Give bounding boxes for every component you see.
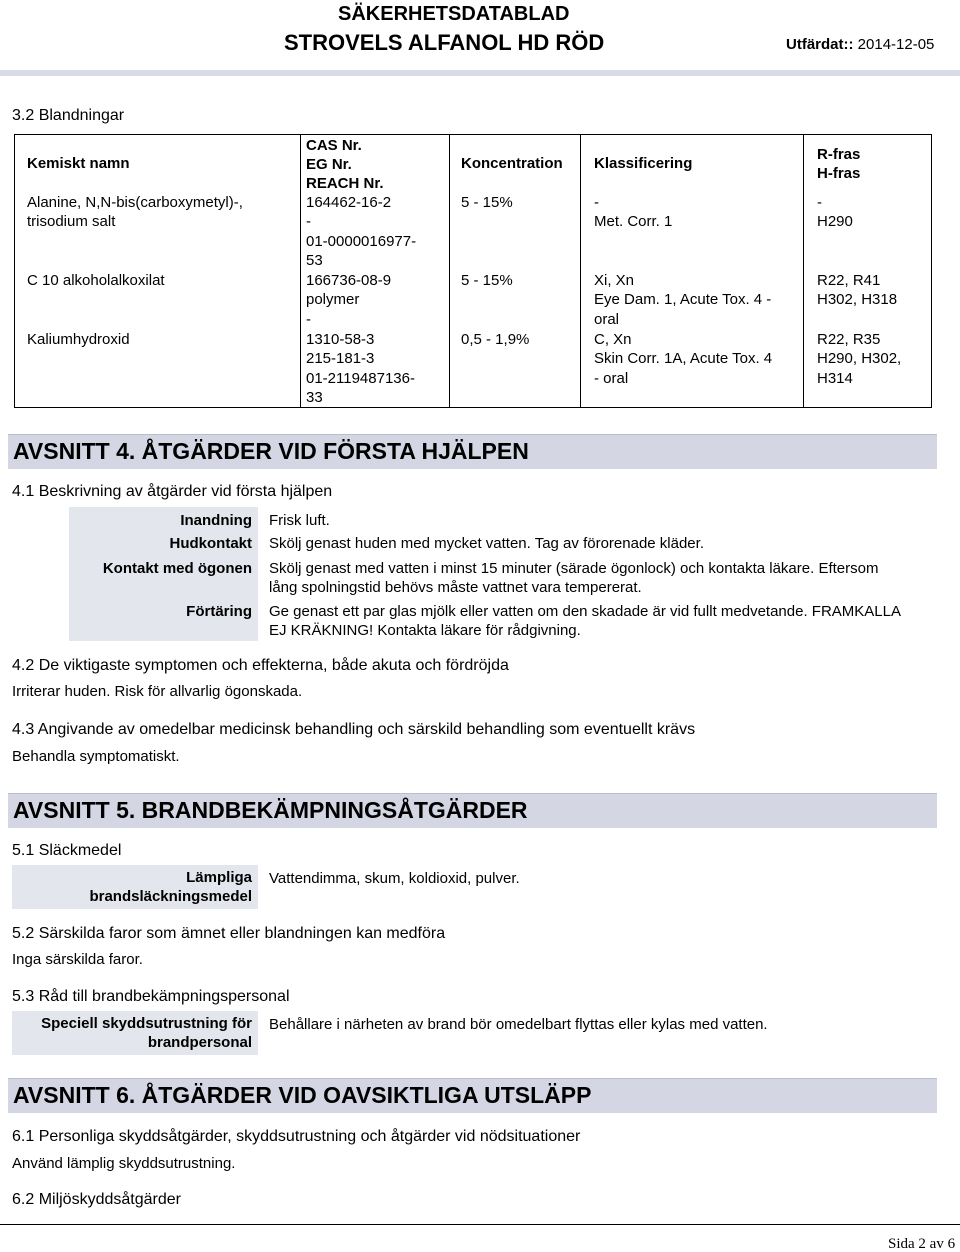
subsection-5-1-title: 5.1 Släckmedel bbox=[12, 842, 122, 859]
label-skin-contact: Hudkontakt bbox=[169, 535, 252, 552]
cell-line: Met. Corr. 1 bbox=[594, 213, 673, 231]
column-header-phrases bbox=[817, 145, 860, 183]
table-cell-phrases bbox=[817, 271, 897, 310]
text-line: lång spolningstid behövs måste vattnet vara tempererat. bbox=[269, 579, 642, 596]
table-cell-classification bbox=[594, 330, 772, 388]
composition-table bbox=[14, 134, 932, 408]
table-divider bbox=[449, 135, 450, 407]
label-eye-contact: Kontakt med ögonen bbox=[102, 560, 252, 577]
cell-line: 1310-58-3 bbox=[306, 331, 375, 348]
cell-line: H290 bbox=[817, 213, 853, 231]
table-cell-concentration: 5 - 15% bbox=[461, 272, 513, 289]
cell-line: Xi, Xn bbox=[594, 272, 635, 289]
label-line: brandpersonal bbox=[147, 1034, 252, 1051]
header-line: H-fras bbox=[817, 165, 861, 182]
cell-line: - bbox=[594, 194, 599, 211]
table-cell-concentration: 0,5 - 1,9% bbox=[461, 331, 530, 348]
subsection-3-2-title: 3.2 Blandningar bbox=[12, 107, 125, 124]
cell-line: oral bbox=[594, 310, 620, 328]
table-cell-classification bbox=[594, 193, 672, 232]
subsection-4-1-title: 4.1 Beskrivning av åtgärder vid första hjälpen bbox=[12, 483, 333, 500]
section-6-heading: AVSNITT 6. ÅTGÄRDER VID OAVSIKTLIGA UTSLÄPP bbox=[13, 1082, 592, 1108]
cell-line: - bbox=[306, 213, 311, 231]
cell-line: - bbox=[306, 310, 311, 328]
cell-line: 01-2119487136- bbox=[306, 369, 415, 387]
table-cell-phrases bbox=[817, 330, 901, 388]
section-5-heading-bar bbox=[8, 793, 937, 828]
text-line: Ge genast ett par glas mjölk eller vatten om den skadade är vid fullt medvetande. FRAMKALLA bbox=[269, 603, 901, 620]
cell-line: R22, R35 bbox=[817, 331, 881, 348]
footer-divider bbox=[0, 1224, 960, 1225]
text-inhalation: Frisk luft. bbox=[269, 512, 330, 529]
table-cell-phrases bbox=[817, 193, 853, 232]
section-5-heading: AVSNITT 5. BRANDBEKÄMPNINGSÅTGÄRDER bbox=[13, 797, 528, 823]
cell-line: 215-181-3 bbox=[306, 350, 375, 368]
label-extinguishing-media bbox=[12, 868, 252, 906]
cell-line: 33 bbox=[306, 389, 323, 407]
header-line: EG Nr. bbox=[306, 156, 352, 173]
document-type: SÄKERHETSDATABLAD bbox=[338, 3, 570, 25]
cell-line: 164462-16-2 bbox=[306, 194, 392, 211]
label-inhalation: Inandning bbox=[180, 512, 252, 529]
table-cell-name bbox=[27, 193, 243, 232]
cell-line: H290, H302, bbox=[817, 350, 902, 368]
table-divider bbox=[300, 135, 301, 407]
text-line: EJ KRÄKNING! Kontakta läkare för rådgivning. bbox=[269, 622, 581, 639]
header-line: REACH Nr. bbox=[306, 175, 384, 192]
label-line: Speciell skyddsutrustning för bbox=[41, 1015, 252, 1032]
header-line: R-fras bbox=[817, 146, 861, 163]
subsection-5-2-title: 5.2 Särskilda faror som ämnet eller blandningen kan medföra bbox=[12, 925, 446, 942]
subsection-4-2-text: Irriterar huden. Risk för allvarlig ögonskada. bbox=[12, 683, 303, 700]
cell-line: polymer bbox=[306, 291, 360, 309]
cell-line: 01-0000016977- bbox=[306, 232, 417, 250]
subsection-4-2-title: 4.2 De viktigaste symptomen och effekterna, både akuta och fördröjda bbox=[12, 657, 509, 674]
subsection-4-3-text: Behandla symptomatiskt. bbox=[12, 748, 180, 765]
subsection-6-1-title: 6.1 Personliga skyddsåtgärder, skyddsutrustning och åtgärder vid nödsituationer bbox=[12, 1128, 581, 1145]
product-name: STROVELS ALFANOL HD RÖD bbox=[284, 30, 605, 55]
issued-info bbox=[786, 36, 934, 53]
column-header-concentration: Koncentration bbox=[461, 155, 563, 172]
subsection-5-2-text: Inga särskilda faror. bbox=[12, 951, 143, 968]
table-cell-ids bbox=[306, 193, 416, 271]
cell-line: Alanine, N,N-bis(carboxymetyl)-, bbox=[27, 194, 243, 211]
column-header-name: Kemiskt namn bbox=[27, 155, 130, 172]
cell-line: H302, H318 bbox=[817, 291, 898, 309]
subsection-5-3-title: 5.3 Råd till brandbekämpningspersonal bbox=[12, 988, 290, 1005]
table-cell-ids bbox=[306, 330, 415, 408]
subsection-6-2-title: 6.2 Miljöskyddsåtgärder bbox=[12, 1191, 181, 1208]
cell-line: 53 bbox=[306, 252, 323, 270]
table-cell-classification bbox=[594, 271, 771, 329]
table-cell-ids bbox=[306, 271, 391, 329]
table-cell-concentration: 5 - 15% bbox=[461, 194, 513, 211]
text-ingestion bbox=[269, 602, 901, 640]
header-line: CAS Nr. bbox=[306, 137, 362, 154]
document-header bbox=[0, 0, 960, 76]
cell-line: - bbox=[817, 194, 822, 211]
section-4-heading: AVSNITT 4. ÅTGÄRDER VID FÖRSTA HJÄLPEN bbox=[13, 438, 529, 464]
cell-line: Skin Corr. 1A, Acute Tox. 4 bbox=[594, 350, 773, 368]
text-line: Skölj genast med vatten i minst 15 minuter (särade ögonlock) och kontakta läkare. Eftersom bbox=[269, 560, 879, 577]
text-protective-equipment: Behållare i närheten av brand bör omedelbart flyttas eller kylas med vatten. bbox=[269, 1016, 768, 1033]
cell-line: trisodium salt bbox=[27, 213, 116, 231]
column-header-ids bbox=[306, 136, 384, 193]
label-protective-equipment bbox=[12, 1014, 252, 1052]
cell-line: R22, R41 bbox=[817, 272, 881, 289]
cell-line: C, Xn bbox=[594, 331, 632, 348]
text-eye-contact bbox=[269, 559, 878, 597]
text-skin-contact: Skölj genast huden med mycket vatten. Tag av förorenade kläder. bbox=[269, 535, 704, 552]
cell-line: Eye Dam. 1, Acute Tox. 4 - bbox=[594, 291, 772, 309]
header-divider bbox=[0, 70, 960, 76]
cell-line: 166736-08-9 bbox=[306, 272, 392, 289]
label-ingestion: Förtäring bbox=[186, 603, 252, 620]
label-line: brandsläckningsmedel bbox=[89, 888, 252, 905]
section-4-heading-bar bbox=[8, 434, 937, 469]
table-divider bbox=[580, 135, 581, 407]
cell-line: H314 bbox=[817, 369, 853, 387]
text-extinguishing-media: Vattendimma, skum, koldioxid, pulver. bbox=[269, 870, 520, 887]
issued-label: Utfärdat:: bbox=[786, 36, 854, 53]
table-cell-name: Kaliumhydroxid bbox=[27, 331, 130, 348]
column-header-classification: Klassificering bbox=[594, 155, 693, 172]
page-number: Sida 2 av 6 bbox=[888, 1236, 956, 1252]
subsection-4-3-title: 4.3 Angivande av omedelbar medicinsk behandling och särskild behandling som eventuellt krävs bbox=[12, 721, 696, 738]
label-line: Lämpliga bbox=[186, 869, 252, 886]
cell-line: - oral bbox=[594, 369, 629, 387]
issued-date: 2014-12-05 bbox=[857, 36, 935, 53]
subsection-6-1-text: Använd lämplig skyddsutrustning. bbox=[12, 1155, 236, 1172]
table-divider bbox=[803, 135, 804, 407]
section-6-heading-bar bbox=[8, 1078, 937, 1113]
table-cell-name: C 10 alkoholalkoxilat bbox=[27, 272, 165, 289]
